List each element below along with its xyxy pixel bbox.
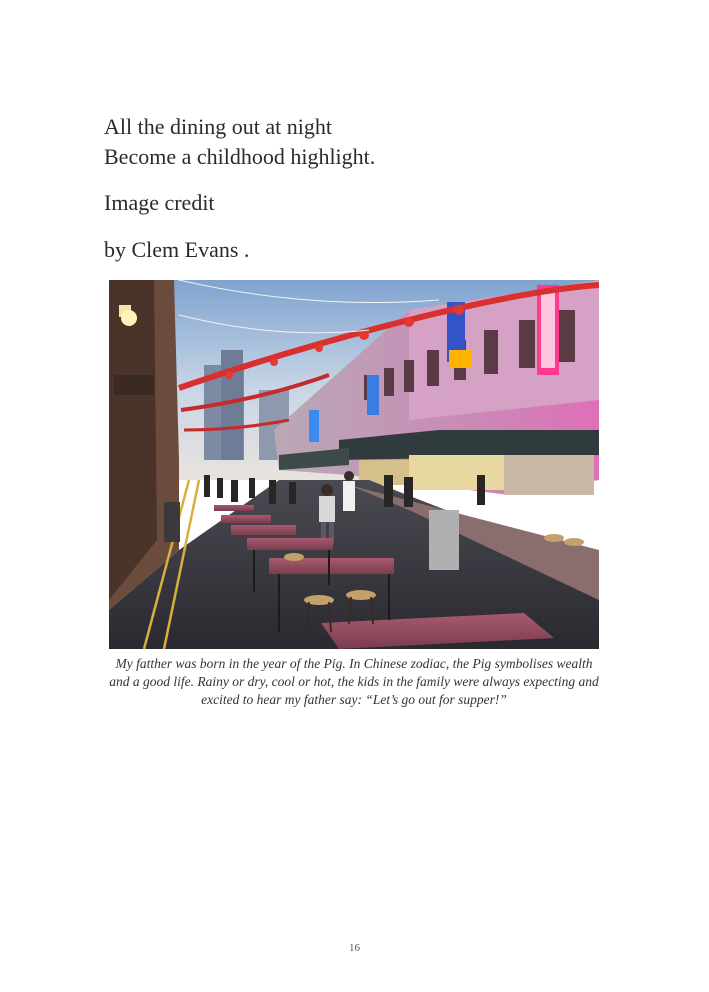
page-number: 16 bbox=[349, 942, 360, 954]
street-dining-photo bbox=[109, 280, 599, 649]
poem-stanza bbox=[104, 112, 375, 172]
photo-caption: My fatther was born in the year of the Pig. In Chinese zodiac, the Pig symbolises wealth and a good life. Rainy or dry, cool or hot, the kids in the family were always expecting and excited to hear my father say: “Let’s go out for supper!” bbox=[109, 656, 599, 707]
poem-line-2: Become a childhood highlight. bbox=[104, 144, 376, 169]
author-byline: by Clem Evans . bbox=[104, 237, 250, 262]
image-credit-label: Image credit bbox=[104, 190, 215, 215]
poem-line-1: All the dining out at night bbox=[104, 114, 332, 139]
